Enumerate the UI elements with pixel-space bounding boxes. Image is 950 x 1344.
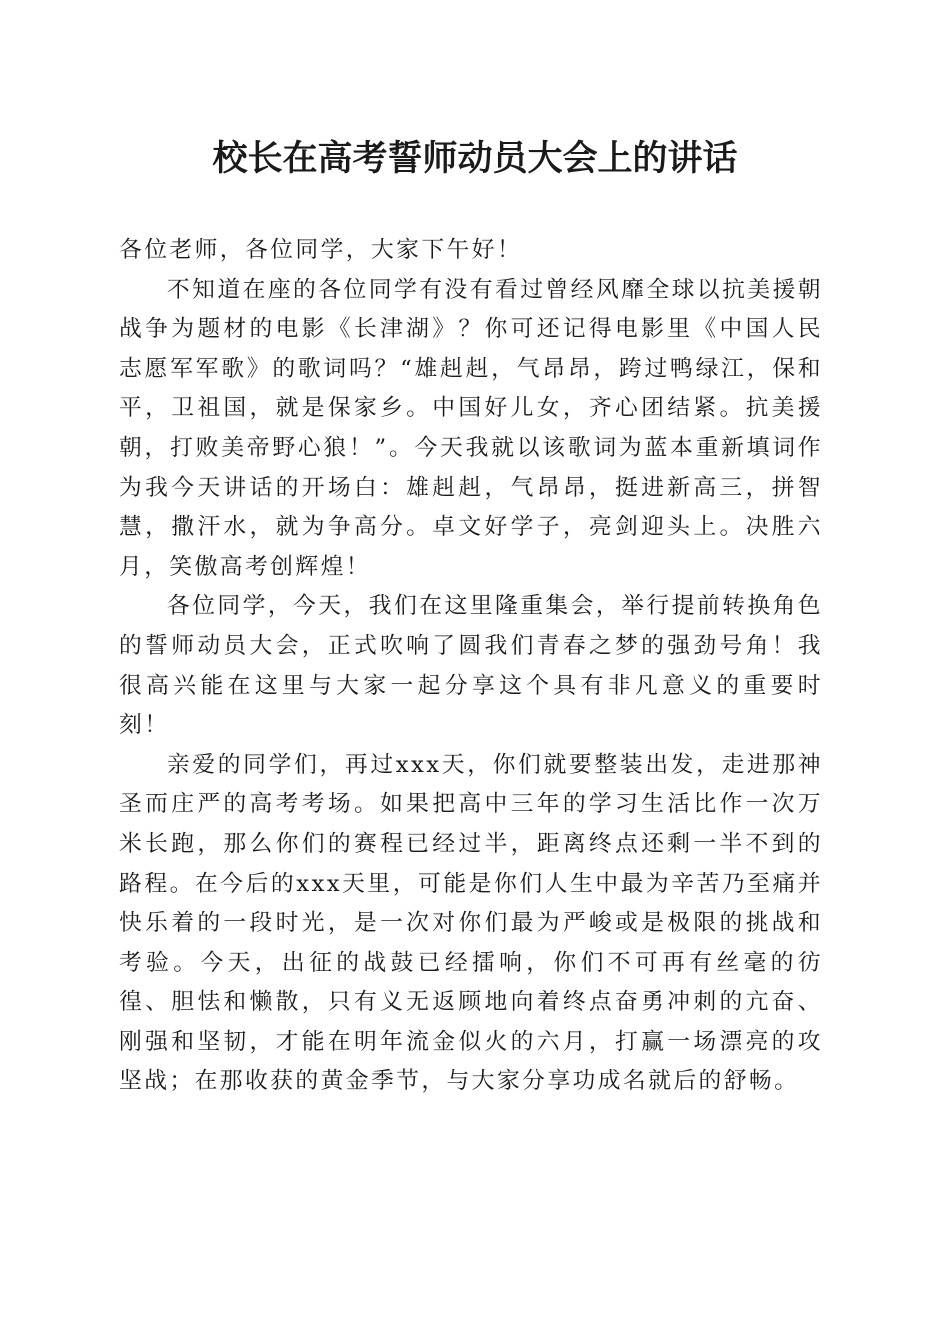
document-body [119, 231, 823, 1102]
greeting-paragraph: 各位老师，各位同学，大家下午好！ [119, 237, 523, 263]
body-paragraph: 各位同学，今天，我们在这里隆重集会，举行提前转换角色的誓师动员大会，正式吹响了圆我们青春之梦的强劲号角！我很高兴能在这里与大家一起分享这个具有非凡意义的重要时刻！ [119, 593, 823, 739]
body-paragraph: 不知道在座的各位同学有没有看过曾经风靡全球以抗美援朝战争为题材的电影《长津湖》？你可还记得电影里《中国人民志愿军军歌》的歌词吗？“雄赳赳，气昂昂，跨过鸭绿江，保和平，卫祖国，就是保家乡。中国好儿女，齐心团结紧。抗美援朝，打败美帝野心狼！”。今天我就以该歌词为蓝本重新填词作为我今天讲话的开场白：雄赳赳，气昂昂，挺进新高三，拼智慧，撒汗水，就为争高分。卓文好学子，亮剑迎头上。决胜六月，笑傲高考创辉煌！ [119, 276, 823, 580]
body-paragraph: 亲爱的同学们，再过xxx天，你们就要整装出发，走进那神圣而庄严的高考考场。如果把高中三年的学习生活比作一次万米长跑，那么你们的赛程已经过半，距离终点还剩一半不到的路程。在今后的xxx天里，可能是你们人生中最为辛苦乃至痛并快乐着的一段时光，是一次对你们最为严峻或是极限的挑战和考验。今天，出征的战鼓已经擂响，你们不可再有丝毫的彷徨、胆怯和懒散，只有义无返顾地向着终点奋勇冲刺的亢奋、刚强和坚韧，才能在明年流金似火的六月，打赢一场漂亮的攻坚战；在那收获的黄金季节，与大家分享功成名就后的舒畅。 [119, 751, 823, 1095]
document-title: 校长在高考誓师动员大会上的讲话 [212, 138, 738, 179]
